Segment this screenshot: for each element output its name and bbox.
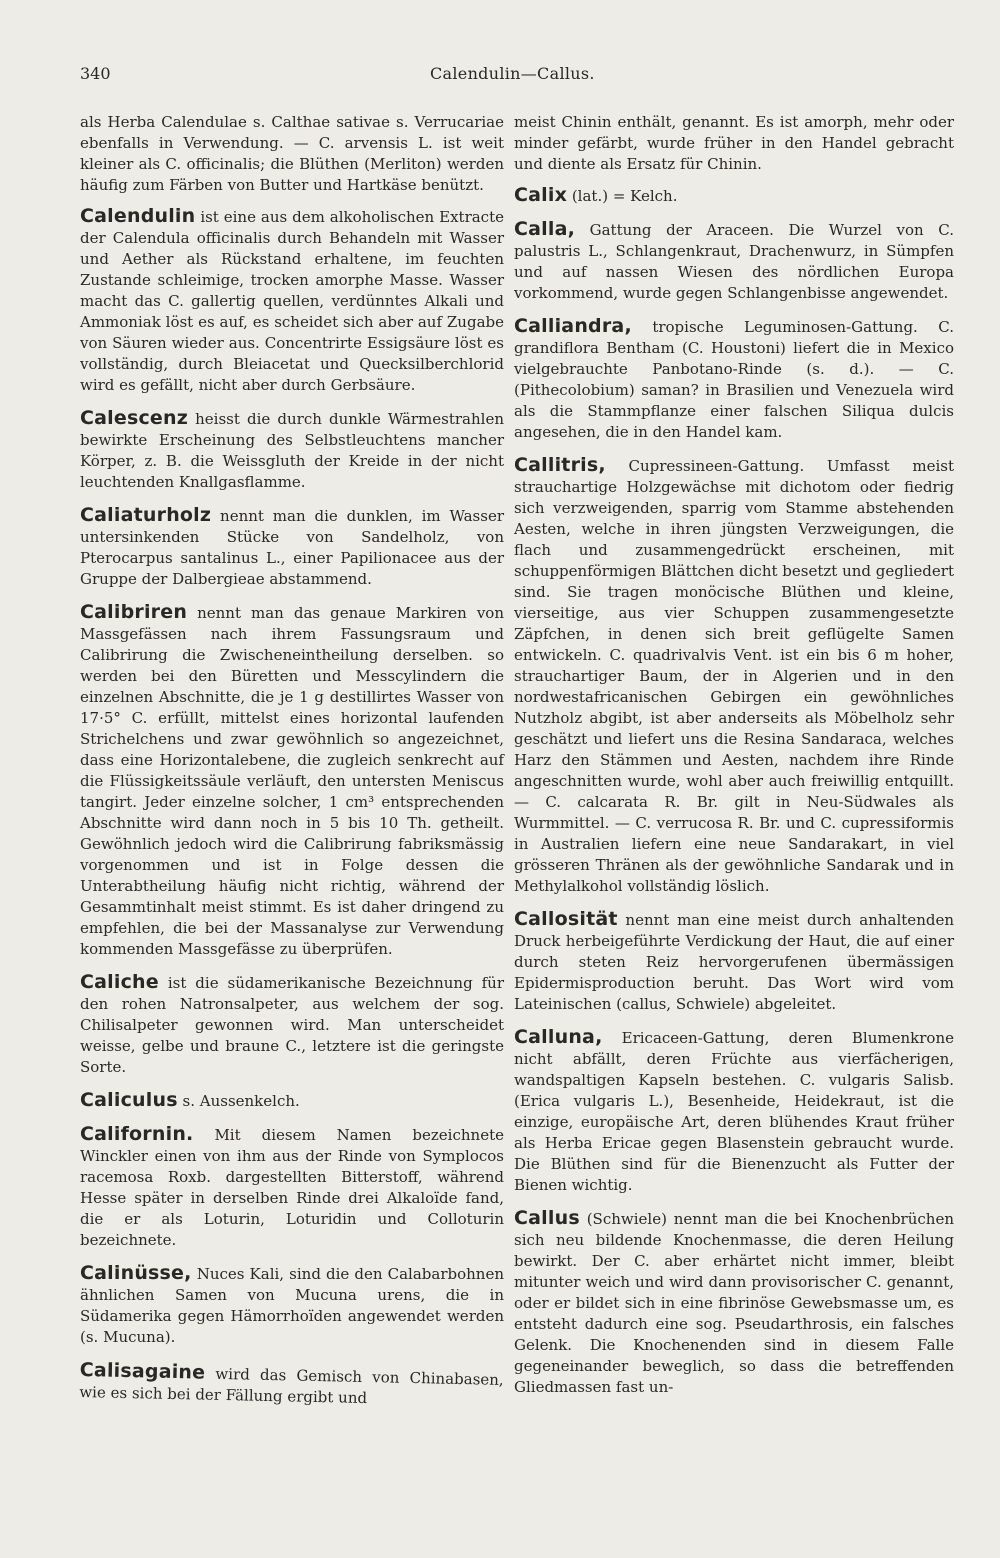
dictionary-entry: [514, 455, 954, 897]
dictionary-entry: [80, 505, 504, 590]
entry-text: wird das Gemisch von Chinabasen, wie es sich bei der Fällung ergibt und: [79, 1364, 504, 1408]
dictionary-entry: [80, 1263, 504, 1348]
dictionary-entry: [80, 112, 504, 196]
dictionary-entry: [80, 1090, 504, 1112]
entry-text: s. Aussenkelch.: [182, 1092, 300, 1110]
left-column: [80, 112, 504, 1415]
right-column: [514, 112, 954, 1410]
dictionary-entry: [514, 219, 954, 304]
entry-headword: Caliche: [80, 971, 159, 993]
entry-headword: Californin.: [80, 1123, 194, 1145]
entry-text: Nuces Kali, sind die den Calabarbohnen ähnlichen Samen von Mucuna urens, die in Südamerika gegen Hämorrhoïden angewendet werden (s. Mucuna).: [80, 1265, 504, 1346]
entry-text: Mit diesem Namen bezeichnete Winckler einen von ihm aus der Rinde von Symplocos racemosa Roxb. dargestellten Bitterstoff, während Hesse später in derselben Rinde drei Alkaloïde fand, die er als Loturin, Loturidin und Colloturin bezeichnete.: [80, 1126, 504, 1249]
entry-text: heisst die durch dunkle Wärmestrahlen bewirkte Erscheinung des Selbstleuchtens mancher Körper, z. B. die Weissgluth der Kreide in der nicht leuchtenden Knallgasflamme.: [80, 410, 504, 491]
entry-headword: Calisagaine: [79, 1359, 206, 1384]
entry-headword: Caliculus: [80, 1089, 178, 1111]
entry-headword: Callus: [514, 1207, 580, 1229]
entry-headword: Calluna,: [514, 1026, 603, 1048]
entry-text: nennt man die dunklen, im Wasser untersinkenden Stücke von Sandelholz, von Pterocarpus santalinus L., einer Papilionacee aus der Gruppe der Dalbergieae abstammend.: [80, 507, 504, 588]
dictionary-entry: [79, 1360, 504, 1412]
entry-headword: Caliaturholz: [80, 504, 212, 526]
entry-headword: Calliandra,: [514, 315, 632, 337]
entry-text: meist Chinin enthält, genannt. Es ist amorph, mehr oder minder gefärbt, wurde früher in den Handel gebracht und diente als Ersatz für Chinin.: [514, 113, 954, 173]
entry-text: ist die südamerikanische Bezeichnung für den rohen Natronsalpeter, aus welchem der sog. Chilisalpeter gewonnen wird. Man unterscheidet weisse, gelbe und braune C., letztere ist die geringste Sorte.: [80, 974, 504, 1076]
dictionary-entry: [514, 1027, 954, 1196]
entry-text: nennt man das genaue Markiren von Massgefässen nach ihrem Fassungsraum und Calibrirung die Zwischeneintheilung derselben. so werden bei den Büretten und Messcylindern die einzelnen Abschnitte, die je 1 g destillirtes Wasser von 17·5° C. erfüllt, mittelst eines horizontal laufenden Strichelchens und zwar gewöhnlich so angezeichnet, dass eine Horizontalebene, die zugleich senkrecht auf die Flüssigkeitssäule verläuft, den untersten Meniscus tangirt. Jeder einzelne solcher, 1 cm³ entsprechenden Abschnitte wird dann noch in 5 bis 10 Th. getheilt. Gewöhnlich jedoch wird die Calibrirung fabriksmässig vorgenommen und ist in Folge dessen die Unterabtheilung häufig nicht richtig, während der Gesammtinhalt meist stimmt. Es ist daher dringend zu empfehlen, die bei der Massanalyse zur Verwendung kommenden Massgefässe zu überprüfen.: [80, 604, 504, 958]
dictionary-entry: [80, 972, 504, 1078]
entry-headword: Calinüsse,: [80, 1262, 192, 1284]
dictionary-entry: [514, 112, 954, 175]
entry-text: Ericaceen-Gattung, deren Blumenkrone nicht abfällt, deren Früchte aus vierfächerigen, wandspaltigen Kapseln bestehen. C. vulgaris Salisb. (Erica vulgaris L.), Besenheide, Heidekraut, ist die einzige, europäische Art, deren blühendes Kraut früher als Herba Ericae gegen Blasenstein gebraucht wurde. Die Blüthen sind für die Bienenzucht als Futter der Bienen wichtig.: [514, 1029, 954, 1194]
running-head: Calendulin—Callus.: [430, 64, 595, 83]
entry-headword: Calibriren: [80, 601, 188, 623]
entry-text: nennt man eine meist durch anhaltenden Druck herbeigeführte Verdickung der Haut, die auf einer durch steten Reiz hervorgerufenen übermässigen Epidermisproduction beruht. Das Wort wird vom Lateinischen (callus, Schwiele) abgeleitet.: [514, 911, 954, 1013]
entry-text: ist eine aus dem alkoholischen Extracte der Calendula officinalis durch Behandeln mit Wasser und Aether als Rückstand erhaltene, im feuchten Zustande schleimige, trocken amorphe Masse. Wasser macht das C. gallertig quellen, verdünntes Alkali und Ammoniak löst es auf, es scheidet sich aber auf Zugabe von Säuren wieder aus. Concentrirte Essigsäure löst es vollständig, durch Bleiacetat und Quecksilberchlorid wird es gefällt, nicht aber durch Gerbsäure.: [80, 208, 504, 394]
entry-text: als Herba Calendulae s. Calthae sativae s. Verrucariae ebenfalls in Verwendung. — C. arvensis L. ist weit kleiner als C. officinalis; die Blüthen (Merliton) werden häufig zum Färben von Butter und Hartkäse benützt.: [80, 113, 504, 194]
entry-headword: Calendulin: [80, 205, 196, 227]
entry-headword: Calescenz: [80, 407, 189, 429]
page-number: 340: [80, 64, 111, 83]
dictionary-entry: [514, 316, 954, 443]
dictionary-entry: [80, 206, 504, 396]
dictionary-entry: [514, 909, 954, 1015]
dictionary-entry: [514, 1208, 954, 1398]
entry-headword: Calix: [514, 184, 568, 206]
dictionary-entry: [80, 408, 504, 493]
dictionary-entry: [80, 602, 504, 960]
entry-text: Cupressineen-Gattung. Umfasst meist strauchartige Holzgewächse mit dichotom oder fiedrig sich verzweigenden, sparrig vom Stamme abstehenden Aesten, welche in ihren jüngsten Verzweigungen, die flach und zusammengedrückt erscheinen, mit schuppenförmigen Blättchen dicht besetzt und gegliedert sind. Sie tragen monöcische Blüthen und kleine, vierseitige, aus vier Schuppen zusammengesetzte Zäpfchen, in denen sich breit geflügelte Samen entwickeln. C. quadrivalvis Vent. ist ein bis 6 m hoher, strauchartiger Baum, der in Algerien und in den nordwestafricanischen Gebirgen ein gewöhnliches Nutzholz abgibt, ist aber anderseits als Möbelholz sehr geschätzt und liefert uns die Resina Sandaraca, welches Harz den Stämmen und Aesten, nachdem ihre Rinde angeschnitten wurde, wohl aber auch freiwillig entquillt. — C. calcarata R. Br. gilt in Neu-Südwales als Wurmmittel. — C. verrucosa R. Br. und C. cupressiformis in Australien liefern eine neue Sandarakart, in viel grösseren Thränen als der gewöhnliche Sandarak und in Methylalkohol vollständig löslich.: [514, 457, 954, 895]
entry-text: (lat.) = Kelch.: [571, 187, 678, 205]
entry-headword: Calla,: [514, 218, 576, 240]
dictionary-entry: [80, 1124, 504, 1251]
entry-text: Gattung der Araceen. Die Wurzel von C. palustris L., Schlangenkraut, Drachenwurz, in Sümpfen und auf nassen Wiesen des nördlichen Europa vorkommend, wurde gegen Schlangenbisse angewendet.: [514, 221, 954, 302]
entry-text: tropische Leguminosen-Gattung. C. grandiflora Bentham (C. Houstoni) liefert die in Mexico vielgebrauchte Panbotano-Rinde (s. d.). — C. (Pithecolobium) saman? in Brasilien und Venezuela wird als die Stammpflanze einer falschen Siliqua dulcis angesehen, die in den Handel kam.: [514, 318, 954, 441]
entry-headword: Callosität: [514, 908, 618, 930]
dictionary-entry: [514, 185, 954, 207]
entry-text: (Schwiele) nennt man die bei Knochenbrüchen sich neu bildende Knochenmasse, die deren Heilung bewirkt. Der C. aber erhärtet nicht immer, bleibt mitunter weich und wird dann provisorischer C. genannt, oder er bildet sich in eine fibrinöse Gewebsmasse um, es entsteht dadurch eine sog. Pseudarthrosis, ein falsches Gelenk. Die Knochenenden sind in diesem Falle gegeneinander beweglich, so dass die betreffenden Gliedmassen fast un-: [514, 1210, 954, 1396]
entry-headword: Callitris,: [514, 454, 606, 476]
